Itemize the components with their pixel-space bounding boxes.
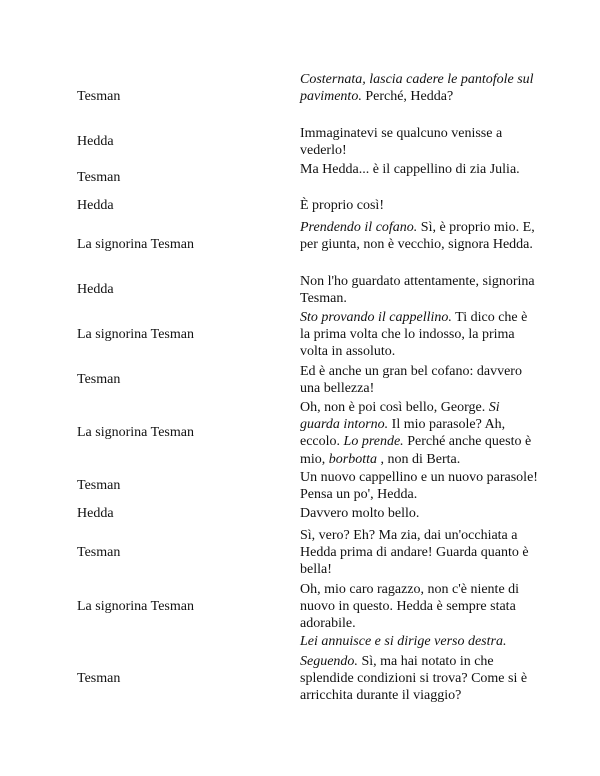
speaker-name: La signorina Tesman: [77, 237, 194, 252]
stage-direction: Sto provando il cappellino.: [300, 310, 452, 325]
dialogue-text: [300, 399, 538, 468]
dialogue-row: [0, 196, 600, 216]
speaker-name: Hedda: [77, 134, 114, 149]
dialogue-text: [300, 363, 538, 397]
dialogue-row: [0, 398, 600, 468]
speaker-name: Hedda: [77, 198, 114, 213]
spoken-line: Perché anche questo è mio,: [300, 434, 532, 467]
spoken-line: Immaginatevi se qualcuno venisse a vederlo!: [300, 126, 503, 159]
spoken-line: Ti dico che è la prima volta che lo indosso, la prima volta in assoluto.: [300, 310, 528, 360]
dialogue-row: [0, 362, 600, 398]
dialogue-row: [0, 580, 600, 633]
spoken-line: , non di Berta.: [377, 451, 461, 467]
speaker-name: Tesman: [77, 478, 121, 493]
dialogue-text: [300, 197, 538, 214]
dialogue-row: [0, 632, 600, 652]
spoken-line: Ma Hedda... è il cappellino di zia Julia.: [300, 162, 520, 177]
dialogue-row: [0, 124, 600, 160]
speaker-name: La signorina Tesman: [77, 327, 194, 342]
spoken-line: Un nuovo cappellino e un nuovo parasole! Pensa un po', Hedda.: [300, 470, 538, 503]
stage-direction: Costernata, lascia cadere le pantofole sul pavimento.: [300, 72, 534, 105]
spoken-line: Ed è anche un gran bel cofano: davvero una bellezza!: [300, 364, 522, 397]
dialogue-text: [300, 505, 538, 522]
dialogue-row: [0, 70, 600, 123]
dialogue-row: [0, 308, 600, 361]
stage-direction: Si guarda intorno.: [300, 400, 500, 433]
dialogue-text: [300, 125, 538, 159]
dialogue-row: [0, 526, 600, 579]
dialogue-text: [300, 309, 538, 361]
speaker-name: Tesman: [77, 545, 121, 560]
speaker-name: La signorina Tesman: [77, 599, 194, 614]
spoken-line: Davvero molto bello.: [300, 506, 420, 521]
speaker-name: Tesman: [77, 89, 121, 104]
spoken-line: Oh, non è poi così bello, George.: [300, 400, 489, 415]
dialogue-row: [0, 218, 600, 271]
dialogue-text: [300, 581, 538, 633]
dialogue-row: [0, 504, 600, 524]
speaker-name: Tesman: [77, 671, 121, 686]
spoken-line: Sì, vero? Eh? Ma zia, dai un'occhiata a Hedda prima di andare! Guarda quanto è bella!: [300, 528, 529, 578]
spoken-line: Sì, è proprio mio. E, per giunta, non è vecchio, signora Hedda.: [300, 220, 535, 253]
dialogue-row: [0, 652, 600, 705]
spoken-line: Non l'ho guardato attentamente, signorina Tesman.: [300, 274, 535, 307]
dialogue-text: [300, 161, 538, 178]
spoken-line: Sì, ma hai notato in che splendide condizioni si trova? Come si è arricchita durante il viaggio?: [300, 654, 528, 704]
stage-direction: Seguendo.: [300, 654, 358, 669]
speaker-name: La signorina Tesman: [77, 425, 194, 440]
dialogue-text: [300, 633, 538, 650]
spoken-line: Perché, Hedda?: [361, 89, 454, 105]
stage-direction: borbotta: [328, 451, 378, 467]
dialogue-row: [0, 468, 600, 504]
dialogue-text: [300, 273, 538, 307]
speaker-name: Tesman: [77, 372, 121, 387]
dialogue-text: [300, 71, 538, 105]
dialogue-text: [300, 219, 538, 253]
spoken-line: È proprio così!: [300, 198, 384, 213]
stage-direction: Lei annuisce e si dirige verso destra.: [300, 634, 507, 649]
stage-direction: Lo prende.: [343, 434, 404, 450]
dialogue-row: [0, 160, 600, 196]
dialogue-text: [300, 527, 538, 579]
spoken-line: Il mio parasole? Ah, eccolo.: [300, 417, 506, 450]
speaker-name: Hedda: [77, 506, 114, 521]
dialogue-text: [300, 469, 538, 503]
speaker-name: Hedda: [77, 282, 114, 297]
speaker-name: Tesman: [77, 170, 121, 185]
stage-direction: Prendendo il cofano.: [300, 220, 418, 235]
spoken-line: Oh, mio caro ragazzo, non c'è niente di nuovo in questo. Hedda è sempre stata adorabile.: [300, 582, 520, 632]
dialogue-text: [300, 653, 538, 705]
dialogue-row: [0, 272, 600, 308]
